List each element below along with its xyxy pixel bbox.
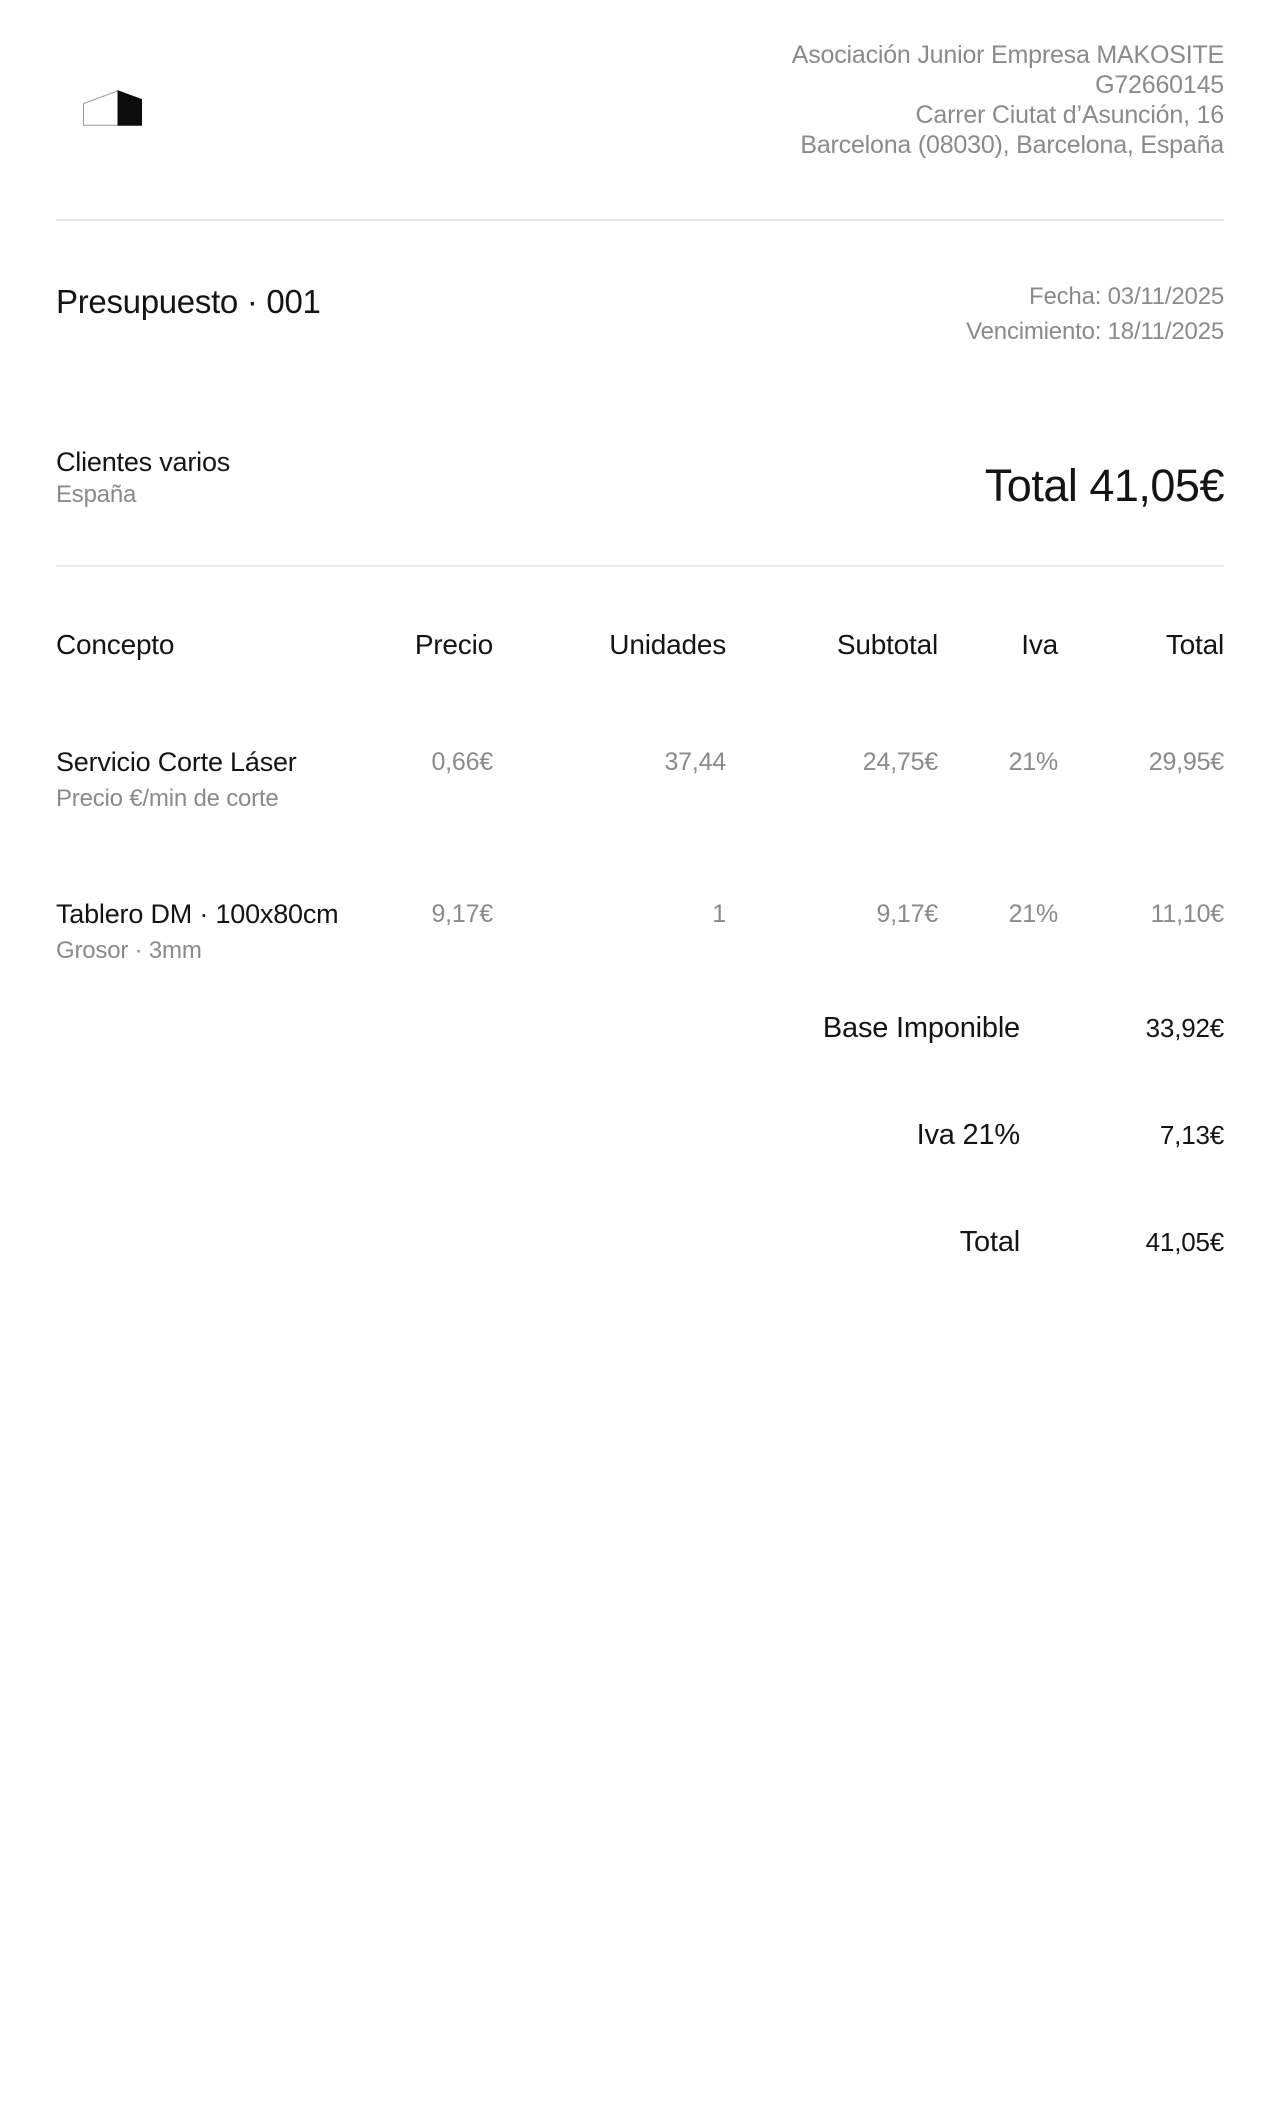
table-divider (56, 565, 1224, 567)
item-vat: 21% (1008, 748, 1058, 776)
totals-label: Iva 21% (916, 1119, 1020, 1151)
item-units: 1 (712, 900, 726, 928)
client-summary-row (56, 445, 1224, 511)
item-subtotal: 9,17€ (876, 900, 938, 928)
item-vat: 21% (1008, 900, 1058, 928)
grand-total: Total 41,05€ (984, 460, 1224, 511)
item-title: Servicio Corte Láser (56, 747, 297, 777)
col-header-vat: Iva (1021, 629, 1058, 660)
totals-label: Base Imponible (822, 1012, 1020, 1044)
client-info (56, 445, 230, 511)
totals-value: 33,92€ (1145, 1013, 1224, 1043)
items-table (56, 628, 1224, 966)
totals-label: Total (959, 1226, 1020, 1258)
document-title: Presupuesto · 001 (56, 283, 321, 320)
title-row (56, 283, 1224, 349)
items-table-header (56, 628, 1224, 662)
company-address-line2: Barcelona (08030), Barcelona, España (800, 131, 1224, 159)
col-header-total: Total (1165, 629, 1224, 660)
company-tax-id: G72660145 (1095, 71, 1224, 99)
item-total: 29,95€ (1148, 748, 1224, 776)
table-row (56, 898, 1224, 966)
house-logo-icon (83, 90, 142, 126)
totals-value: 7,13€ (1159, 1120, 1224, 1150)
due-date: Vencimiento: 18/11/2025 (966, 318, 1224, 345)
item-total: 11,10€ (1150, 900, 1224, 928)
totals-row-vat (56, 1119, 1224, 1152)
item-concept (56, 898, 387, 966)
client-name: Clientes varios (56, 447, 231, 477)
totals-section (56, 1012, 1224, 1259)
col-header-subtotal: Subtotal (836, 629, 938, 660)
item-price: 9,17€ (431, 900, 493, 928)
item-units: 37,44 (664, 748, 726, 776)
company-address-line1: Carrer Ciutat d’Asunción, 16 (915, 101, 1224, 129)
totals-value: 41,05€ (1145, 1227, 1224, 1257)
company-name: Asociación Junior Empresa MAKOSITE (791, 41, 1224, 69)
totals-row-total (56, 1226, 1224, 1259)
item-subtotal: 24,75€ (862, 748, 938, 776)
col-header-price: Precio (414, 629, 493, 660)
document-dates (966, 279, 1224, 349)
client-country: España (56, 481, 137, 508)
header-divider (56, 219, 1224, 221)
item-note: Grosor · 3mm (56, 937, 202, 964)
item-price: 0,66€ (431, 748, 493, 776)
issue-date: Fecha: 03/11/2025 (1029, 283, 1224, 310)
company-logo (83, 90, 142, 131)
col-header-units: Unidades (609, 629, 726, 660)
table-row (56, 746, 1224, 814)
col-header-concept: Concepto (56, 629, 175, 660)
header (56, 0, 1224, 160)
item-title: Tablero DM · 100x80cm (56, 899, 339, 929)
company-info (792, 40, 1224, 160)
item-concept (56, 746, 387, 814)
item-note: Precio €/min de corte (56, 785, 279, 812)
totals-row-base (56, 1012, 1224, 1045)
